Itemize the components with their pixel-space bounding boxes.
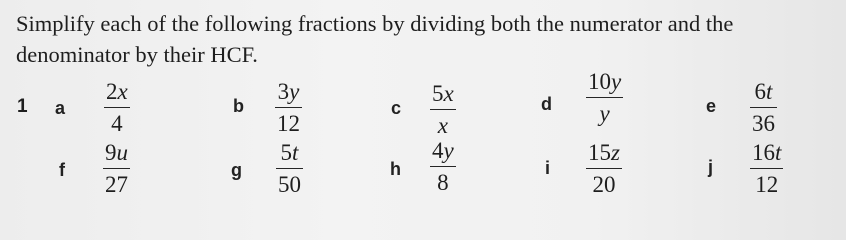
fraction [276,139,303,198]
fraction [104,78,130,137]
item-letter: g [231,160,242,180]
fraction-bar [750,107,777,108]
numerator [586,68,623,95]
denominator: 36 [752,111,775,136]
fraction-bar [276,168,303,169]
coefficient: 5 [432,81,444,106]
numerator [430,80,456,107]
variable: y [289,79,300,104]
fraction-bar [586,168,622,169]
coefficient: 2 [106,79,118,104]
coefficient: 9 [105,140,117,165]
denominator: 12 [755,172,779,197]
denominator: 4 [111,111,123,136]
fraction [275,78,302,137]
item-letter: e [706,96,717,116]
coefficient: 5 [280,140,293,165]
fraction [750,139,783,198]
numerator [430,137,456,164]
variable: t [775,140,782,165]
variable: x [117,79,128,104]
variable: t [292,140,299,165]
item-letter: c [391,98,402,118]
item-letter: d [541,94,552,114]
denominator: 12 [277,111,300,136]
variable: y [611,69,622,94]
fraction-bar [275,107,302,108]
item-letter: f [59,160,65,180]
item-letter: j [708,157,714,177]
numerator [750,139,783,166]
fraction [430,80,456,139]
denominator: 50 [278,172,301,197]
numerator [279,139,301,166]
item-letter: a [55,98,66,118]
coefficient: 3 [277,79,290,104]
denominator: y [599,101,610,126]
fraction-bar [104,107,130,108]
fraction-bar [430,109,456,110]
item-letter: h [390,159,401,179]
fraction [750,78,777,137]
variable: u [116,140,128,165]
variable: t [766,79,773,104]
coefficient: 15 [588,140,611,165]
fraction-bar [430,166,456,167]
coefficient: 6 [754,79,767,104]
denominator: 20 [592,172,616,197]
variable: y [443,138,454,163]
fraction [586,68,623,127]
coefficient: 10 [588,69,611,94]
numerator [103,139,130,166]
numerator [586,139,622,166]
fraction-bar [103,168,130,169]
fraction [430,137,456,196]
fraction-bar [586,97,623,98]
instruction-text: Simplify each of the following fractions by dividing both the numerator and the denominator by their HCF. [16,11,734,67]
denominator: 27 [105,172,128,197]
numerator [276,78,302,105]
fraction-bar [750,168,783,169]
numerator [753,78,775,105]
fraction [586,139,622,198]
item-letter: b [233,96,244,116]
fraction [103,139,130,198]
denominator: 8 [437,170,449,195]
variable: x [443,81,454,106]
item-letter: i [545,158,551,178]
numerator [104,78,130,105]
coefficient: 16 [752,140,775,165]
denominator: x [437,113,448,138]
question-number: 1 [17,96,28,117]
variable: z [611,140,620,165]
coefficient: 4 [432,138,444,163]
